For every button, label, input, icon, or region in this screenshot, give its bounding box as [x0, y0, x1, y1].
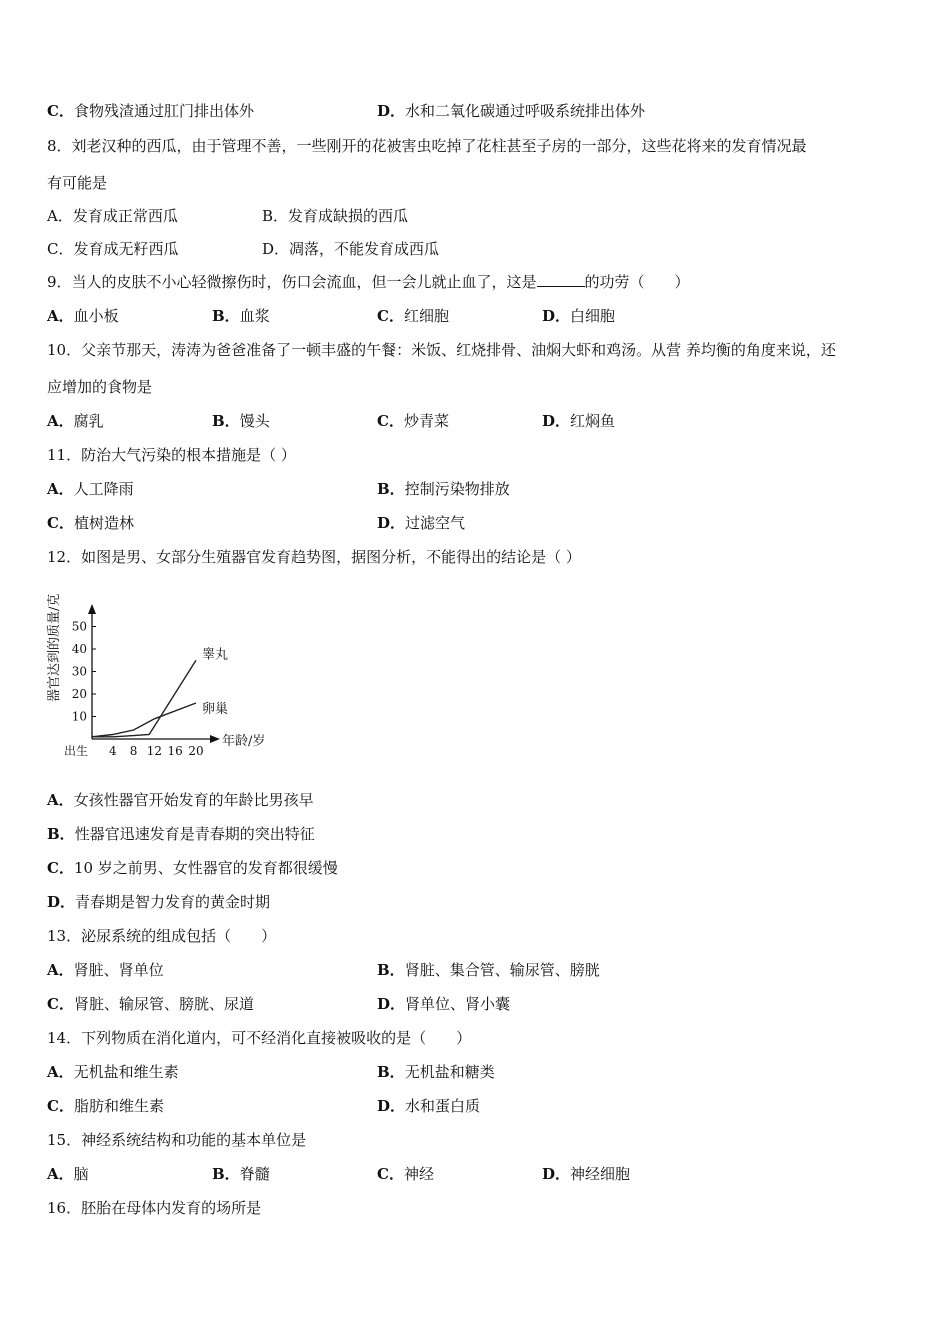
option-letter: B． [377, 961, 405, 979]
x-axis-arrow [210, 735, 220, 743]
q11-option-c [47, 513, 134, 533]
q12-option-c [47, 858, 338, 878]
option-letter: C． [377, 1165, 404, 1183]
series-line-2 [92, 703, 196, 737]
q10-option-a [47, 411, 104, 431]
q10-stem-line1: 10．父亲节那天，涛涛为爸爸准备了一顿丰盛的午餐：米饭、红烧排骨、油焖大虾和鸡汤。从营 养均衡的角度来说，还 [47, 341, 836, 359]
option-text: 馒头 [239, 412, 270, 430]
q15-stem: 15．神经系统结构和功能的基本单位是 [47, 1131, 307, 1149]
option-letter: A． [47, 961, 74, 979]
q14-option-b [377, 1062, 495, 1082]
q9-option-a [47, 306, 119, 326]
option-text: 食物残渣通过肛门排出体外 [73, 102, 254, 120]
q9-option-b [212, 306, 270, 326]
option-text: 水和蛋白质 [405, 1097, 481, 1115]
option-text: 脊髓 [239, 1165, 270, 1183]
q9-option-c [377, 306, 449, 326]
option-letter: C． [47, 514, 74, 532]
option-letter: D． [542, 1165, 571, 1183]
option-letter: A． [47, 307, 74, 325]
x-tick-label: 出生 [63, 744, 89, 758]
option-letter: A． [47, 791, 74, 809]
q13-option-b [377, 960, 600, 980]
option-text: 炒青菜 [403, 412, 449, 430]
option-text: 过滤空气 [405, 514, 466, 532]
y-tick-label: 20 [71, 687, 87, 701]
chart-labels [46, 594, 265, 758]
series-label-2: 卵巢 [202, 702, 229, 717]
q14-option-c [47, 1096, 164, 1116]
option-text: 神经细胞 [570, 1165, 631, 1183]
y-axis-label: 器官达到的质量/克 [47, 593, 62, 702]
option-letter: D． [377, 1097, 406, 1115]
option-text: 血浆 [239, 307, 270, 325]
option-text: 腐乳 [73, 412, 104, 430]
option-letter: B． [212, 1165, 240, 1183]
q15-option-b [212, 1164, 270, 1184]
option-letter: D． [377, 995, 406, 1013]
q8-stem-line1: 8．刘老汉种的西瓜，由于管理不善，一些刚开的花被害虫吃掉了花柱甚至子房的一部分，这些花将来的发育情况最 [47, 137, 807, 155]
q10-option-b [212, 411, 270, 431]
q7-option-d [377, 101, 645, 121]
option-text: 红细胞 [403, 307, 449, 325]
option-letter: B． [47, 825, 75, 843]
option-letter: C． [47, 102, 74, 120]
option-text: 10 岁之前男、女性器官的发育都很缓慢 [73, 859, 338, 877]
q16-stem: 16．胚胎在母体内发育的场所是 [47, 1199, 262, 1217]
option-letter: A． [47, 480, 74, 498]
q9-stem-post: 的功劳（ ） [584, 273, 690, 291]
option-letter: B． [377, 1063, 405, 1081]
q11-stem: 11．防治大气污染的根本措施是（ ） [47, 446, 296, 464]
q13-option-c [47, 994, 254, 1014]
option-letter: D． [47, 893, 76, 911]
y-axis-arrow [88, 604, 96, 614]
option-letter: D． [542, 307, 571, 325]
option-letter: B． [212, 412, 240, 430]
option-text: 女孩性器官开始发育的年龄比男孩早 [73, 791, 314, 809]
chart-axes [88, 604, 220, 743]
option-text: 人工降雨 [73, 480, 134, 498]
option-text: 血小板 [73, 307, 119, 325]
option-text: 控制污染物排放 [404, 480, 510, 498]
series-label-1: 睾丸 [202, 647, 229, 663]
option-letter: A． [47, 412, 74, 430]
q11-option-d [377, 513, 465, 533]
option-text: 肾脏、集合管、输尿管、膀胱 [404, 961, 600, 979]
option-letter: C． [47, 995, 74, 1013]
option-text: 肾脏、肾单位 [73, 961, 164, 979]
x-tick-label: 12 [146, 744, 163, 758]
option-text: 红焖鱼 [570, 412, 616, 430]
y-tick-label: 40 [71, 642, 87, 656]
y-tick-label: 10 [71, 709, 87, 724]
q14-option-d [377, 1096, 480, 1116]
q8-option-d: D．凋落，不能发育成西瓜 [262, 240, 440, 258]
option-letter: D． [542, 412, 571, 430]
q8-stem-line2: 有可能是 [47, 174, 108, 192]
option-text: 脑 [73, 1165, 89, 1183]
q15-option-d [542, 1164, 630, 1184]
option-text: 青春期是智力发育的黄金时期 [75, 893, 271, 911]
growth-trend-chart [40, 574, 280, 764]
option-letter: B． [212, 307, 240, 325]
q14-option-a [47, 1062, 179, 1082]
y-tick-label: 50 [71, 619, 87, 634]
q14-stem: 14．下列物质在消化道内，可不经消化直接被吸收的是（ ） [47, 1029, 472, 1047]
series-line-1 [92, 660, 196, 737]
option-text: 植树造林 [73, 514, 134, 532]
q13-stem: 13．泌尿系统的组成包括（ ） [47, 927, 277, 945]
q7-option-c [47, 101, 254, 121]
option-letter: D． [377, 514, 406, 532]
q15-option-c [377, 1164, 434, 1184]
q10-option-d [542, 411, 615, 431]
q15-option-a [47, 1164, 89, 1184]
option-text: 神经 [403, 1165, 434, 1183]
q10-stem-line2: 应增加的食物是 [47, 378, 153, 396]
q11-option-b [377, 479, 510, 499]
q10-option-c [377, 411, 449, 431]
option-text: 无机盐和糖类 [404, 1063, 495, 1081]
q12-stem: 12．如图是男、女部分生殖器官发育趋势图，据图分析，不能得出的结论是（ ） [47, 548, 581, 566]
q13-option-a [47, 960, 164, 980]
q12-option-a [47, 790, 314, 810]
option-letter: A． [47, 1165, 74, 1183]
option-text: 性器官迅速发育是青春期的突出特征 [74, 825, 315, 843]
y-tick-label: 30 [71, 664, 87, 679]
q9-option-d [542, 306, 615, 326]
q13-option-d [377, 994, 510, 1014]
q8-option-b: B．发育成缺损的西瓜 [262, 207, 409, 225]
x-tick-label: 20 [188, 744, 204, 758]
answer-blank [537, 272, 585, 287]
option-letter: C． [377, 412, 404, 430]
option-letter: C． [47, 859, 74, 877]
option-text: 水和二氧化碳通过呼吸系统排出体外 [405, 102, 646, 120]
option-text: 无机盐和维生素 [73, 1063, 179, 1081]
q12-option-b [47, 824, 315, 844]
q9-stem [47, 272, 690, 292]
option-text: 脂肪和维生素 [73, 1097, 164, 1115]
option-letter: D． [377, 102, 406, 120]
option-letter: C． [47, 1097, 74, 1115]
option-text: 白细胞 [570, 307, 616, 325]
q9-stem-pre: 9．当人的皮肤不小心轻微擦伤时，伤口会流血，但一会儿就止血了，这是 [47, 273, 537, 291]
q11-option-a [47, 479, 134, 499]
option-letter: B． [377, 480, 405, 498]
q8-option-c: C．发育成无籽西瓜 [47, 240, 179, 258]
q12-option-d [47, 892, 270, 912]
q8-option-a: A．发育成正常西瓜 [47, 207, 178, 225]
option-text: 肾单位、肾小囊 [405, 995, 511, 1013]
x-axis-label: 年龄/岁 [222, 734, 266, 749]
option-text: 肾脏、输尿管、膀胱、尿道 [73, 995, 254, 1013]
x-tick-label: 4 [108, 744, 117, 758]
x-tick-label: 8 [129, 744, 138, 758]
x-tick-label: 16 [167, 744, 183, 758]
option-letter: A． [47, 1063, 74, 1081]
option-letter: C． [377, 307, 404, 325]
chart-series [92, 660, 196, 737]
